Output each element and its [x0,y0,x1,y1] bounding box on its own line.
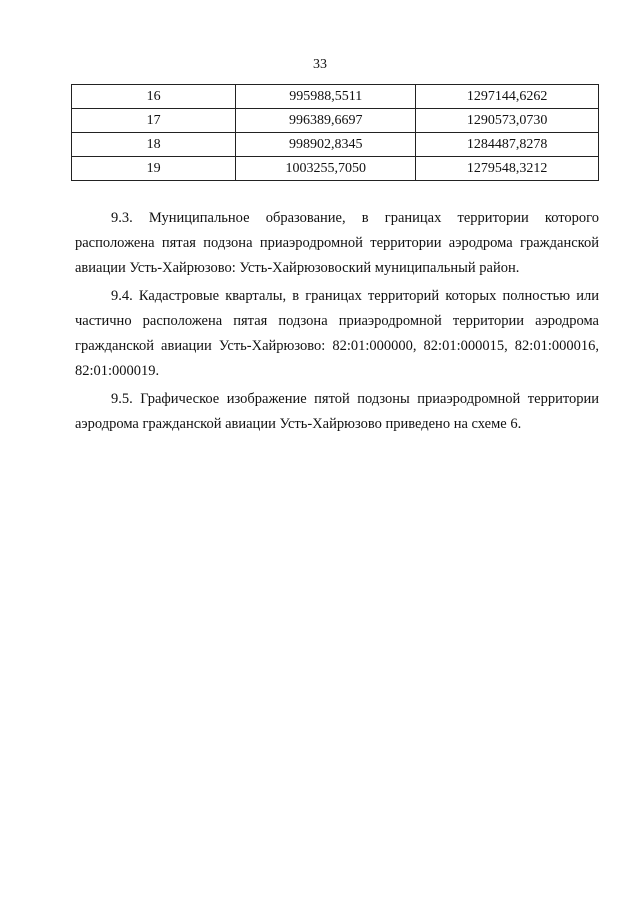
table-row [72,133,599,157]
point-number-cell: 18 [72,133,236,157]
x-coordinate-cell: 996389,6697 [236,109,416,133]
table-row [72,157,599,181]
document-body [75,206,599,440]
x-coordinate-cell: 995988,5511 [236,85,416,109]
x-coordinate-cell: 1003255,7050 [236,157,416,181]
paragraph-9-3: 9.3. Муниципальное образование, в границах территории которого расположена пятая подзона приаэродромной территории аэродрома гражданской авиации Усть-Хайрюзово: Усть-Хайрюзовоский муниципальный район. [75,210,599,276]
page-number: 33 [313,57,327,72]
y-coordinate-cell: 1284487,8278 [416,133,599,157]
y-coordinate-cell: 1279548,3212 [416,157,599,181]
coordinates-table [71,84,599,181]
point-number-cell: 19 [72,157,236,181]
paragraph-9-5: 9.5. Графическое изображение пятой подзоны приаэродромной территории аэродрома гражданской авиации Усть-Хайрюзово приведено на схеме 6. [75,391,599,432]
point-number-cell: 17 [72,109,236,133]
y-coordinate-cell: 1290573,0730 [416,109,599,133]
point-number-cell: 16 [72,85,236,109]
paragraph-9-4: 9.4. Кадастровые кварталы, в границах территорий которых полностью или частично расположена пятая подзона приаэродромной территории аэродрома гражданской авиации Усть-Хайрюзово: 82:01:000000, 82:01:000015, 82:01:000016, 82:01:000019. [75,288,599,379]
table-row [72,85,599,109]
table-row [72,109,599,133]
y-coordinate-cell: 1297144,6262 [416,85,599,109]
x-coordinate-cell: 998902,8345 [236,133,416,157]
